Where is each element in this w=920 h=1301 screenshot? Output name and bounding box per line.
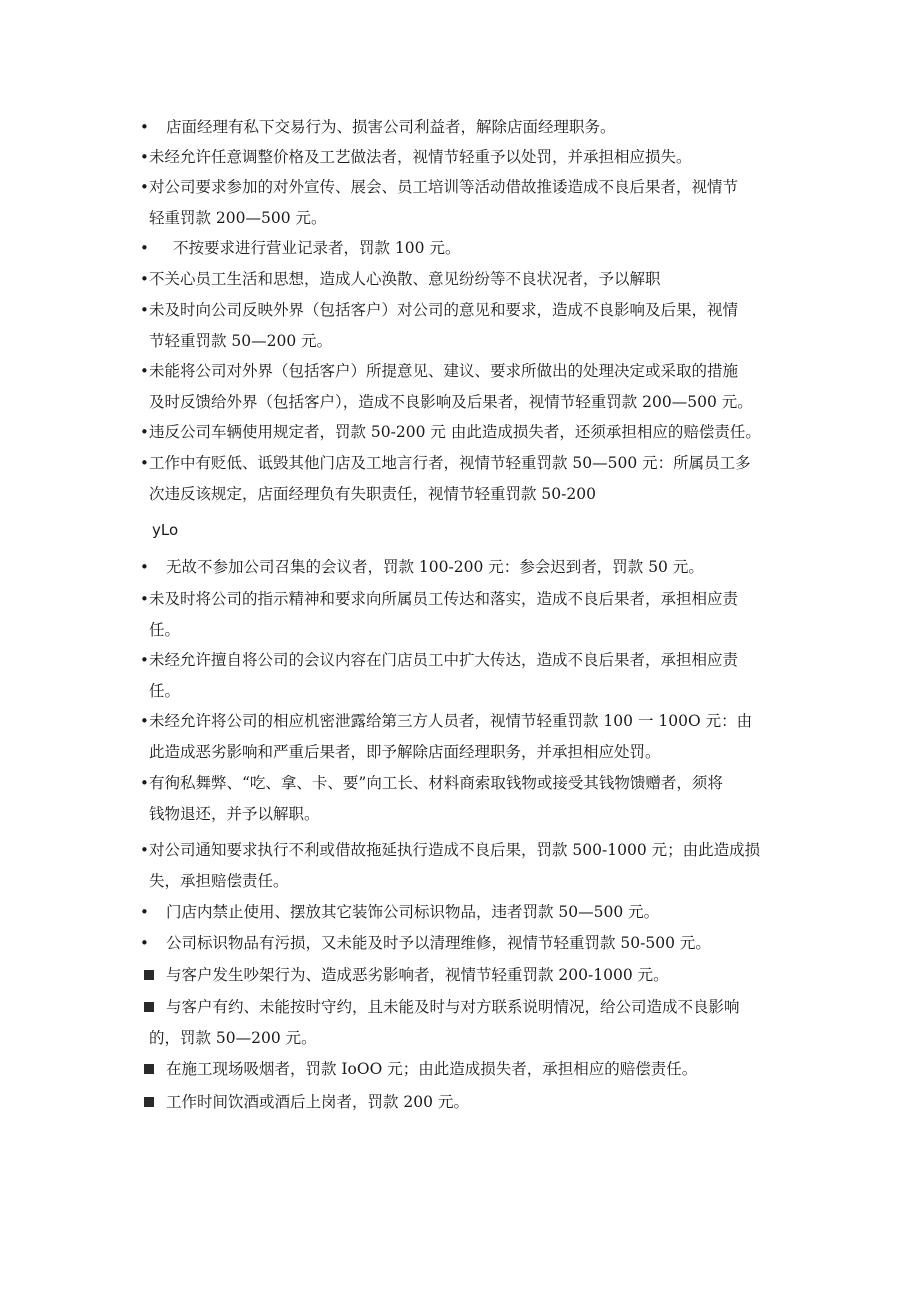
rule-text: 有徇私舞弊、“吃、拿、卡、要”向工长、材料商索取钱物或接受其钱物馈赠者，须将 [149,774,723,792]
bullet-dot-icon [140,835,164,866]
bullet-dot-icon [140,264,164,295]
rule-text-continued: 钱物退还，并予以解职。 [149,805,320,823]
rule-text: 未经允许将公司的相应机密泄露给第三方人员者，视情节轻重罚款 100 一 100O 元：由 [149,712,753,730]
rule-item [140,448,805,510]
rule-text: 对公司要求参加的对外宣传、展会、员工培训等活动借故推诿造成不良后果者，视情节 [149,178,739,196]
rule-item [140,172,805,234]
rule-text: 工作中有贬低、诋毁其他门店及工地言行者，视情节轻重罚款 50—500 元：所属员工多 [149,454,751,472]
rule-item [140,928,805,959]
rule-text: 未及时将公司的指示精神和要求向所属员工传达和落实，造成不良后果者，承担相应责 [149,590,739,608]
rule-text: 未能将公司对外界（包括客户）所提意见、建议、要求所做出的处理决定或采取的措施 [149,362,739,380]
rule-text-continued: 失，承担赔偿责任。 [149,872,289,890]
bullet-dot-icon [140,142,164,173]
rule-item [140,584,805,646]
rule-text-continued: 此造成恶劣影响和严重后果者，即予解除店面经理职务，并承担相应处罚。 [149,743,661,761]
bullet-dot-icon [140,897,164,928]
rule-item [140,356,805,418]
rule-item [140,1087,805,1118]
rule-item [140,233,805,264]
rule-text-continued: 及时反馈给外界（包括客户），造成不良影响及后果者，视情节轻重罚款 200—500 元。 [149,393,753,411]
rule-text: 违反公司车辆使用规定者，罚款 50-200 元 由此造成损失者，还须承担相应的赔偿责任。 [149,423,761,441]
bullet-dot-icon [140,233,164,264]
rule-item [140,645,805,707]
rule-text: 不关心员工生活和思想，造成人心涣散、意见纷纷等不良状况者，予以解职 [149,270,661,288]
rule-text: 门店内禁止使用、摆放其它装饰公司标识物品，违者罚款 50—500 元。 [166,903,660,921]
rule-item [140,552,805,583]
rule-text: 未经允许任意调整价格及工艺做法者，视情节轻重予以处罚，并承担相应损失。 [149,148,692,166]
bullet-dot-icon [140,706,164,737]
rule-text: 未经允许擅自将公司的会议内容在门店员工中扩大传达，造成不良后果者，承担相应责 [149,651,739,669]
rule-item [140,960,805,991]
rule-text-continued: 任。 [149,682,181,700]
rule-item [140,264,805,295]
stray-text: yLo [152,521,179,539]
rule-text: 与客户发生吵架行为、造成恶劣影响者，视情节轻重罚款 200-1000 元。 [166,966,669,984]
rule-text-continued: 轻重罚款 200—500 元。 [149,209,327,227]
rule-item [140,1054,805,1085]
rule-item [140,295,805,357]
bullet-dot-icon [140,356,164,387]
bullet-dot-icon [140,172,164,203]
rule-text-continued: 节轻重罚款 50—200 元。 [149,332,333,350]
rule-item [140,835,805,897]
bullet-dot-icon [140,928,164,959]
rule-text: 公司标识物品有污损，又未能及时予以清理维修，视情节轻重罚款 50-500 元。 [166,934,711,952]
rule-item [140,417,805,448]
bullet-dot-icon [140,584,164,615]
bullet-dot-icon [140,112,164,143]
rule-text-continued: 次违反该规定，店面经理负有失职责任，视情节轻重罚款 50-200 [149,485,596,503]
rule-text: 对公司通知要求执行不利或借故拖延执行造成不良后果，罚款 500-1000 元；由此造成损 [149,841,761,859]
bullet-dot-icon [140,295,164,326]
bullet-dot-icon [140,417,164,448]
rule-item [140,768,805,830]
rule-item [140,992,805,1054]
rule-item [140,112,805,143]
rule-text: 未及时向公司反映外界（包括客户）对公司的意见和要求，造成不良影响及后果，视情 [149,301,739,319]
bullet-dot-icon [140,448,164,479]
rule-text: 与客户有约、未能按时守约，且未能及时与对方联系说明情况，给公司造成不良影响 [166,998,740,1016]
rule-text: 不按要求进行营业记录者，罚款 100 元。 [173,239,461,257]
bullet-dot-icon [140,768,164,799]
bullet-dot-icon [140,552,164,583]
rule-item [140,142,805,173]
rule-text: 无故不参加公司召集的会议者，罚款 100-200 元：参会迟到者，罚款 50 元。 [166,558,704,576]
bullet-dot-icon [140,645,164,676]
rule-item [140,897,805,928]
rule-text-continued: 的，罚款 50—200 元。 [149,1029,317,1047]
rule-text: 店面经理有私下交易行为、损害公司利益者，解除店面经理职务。 [166,118,616,136]
rule-text-continued: 任。 [149,621,181,639]
rule-item [140,706,805,768]
rule-text: 工作时间饮酒或酒后上岗者，罚款 200 元。 [166,1093,469,1111]
rule-text: 在施工现场吸烟者，罚款 IoOO 元；由此造成损失者，承担相应的赔偿责任。 [166,1060,698,1078]
